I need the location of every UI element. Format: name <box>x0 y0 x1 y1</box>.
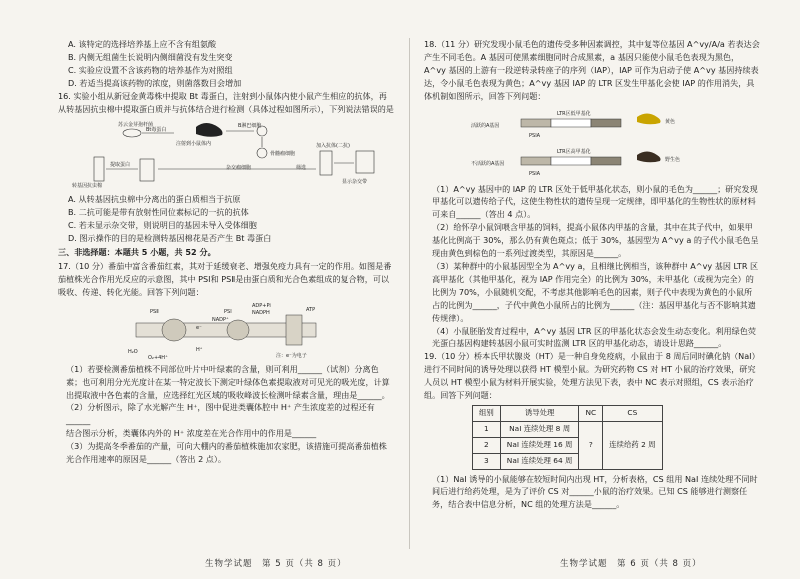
fig16-label-secondary: 加入抗体(二抗) <box>316 143 350 150</box>
q16-figure <box>66 117 386 191</box>
cell-induce: NaI 连续处理 64 周 <box>500 453 579 469</box>
fig16-label-b-cell: B淋巴细胞 <box>238 123 262 130</box>
th-group: 组别 <box>473 405 501 421</box>
fig17-o2: O₂+4H⁺ <box>148 354 168 361</box>
q18-part-2: （2）给怀孕小鼠饲喂含甲基的饲料，提高小鼠体内甲基的含量，其中在其子代中，如果甲基化比例高于 30%，那么仍有黄色斑点；低于 30%，基因型为 A^vy a 的子代小鼠毛色呈现由黄色到棕色的一系列过渡类型，其原因是______。 <box>432 222 759 259</box>
cell-cs: 连续给药 2 周 <box>603 421 662 469</box>
th-nc: NC <box>579 405 603 421</box>
footer-page-5: 生物学试题 第 5 页（共 8 页） <box>205 559 347 569</box>
q15-option-d: D. 若适当提高该药物的浓度，则菌落数目会增加 <box>68 77 242 88</box>
q17-part-2: （2）分析图示，除了水光解产生 H⁺，图中促进类囊体腔中 H⁺ 产生浓度差的过程还有______ <box>66 402 375 426</box>
q18-stem: 18.（11 分）研究发现小鼠毛色的遗传受多种因素调控，其中复等位基因 A^vy/A/a 若表达会产生不同毛色。A 基因可使黑素细胞同时合成黑素，a 基因只能使小鼠毛色表现为黑色，A^vy 基因的上游有一段逆转录转座子的序列（IAP），IAP 可作为启动子使 A^vy 基因持续表达，令小鼠毛色表现为黄色；A^vy 基因 IAP 的 LTR 区发生甲基化会使 IAP 的作用消失，具体机制如图所示，回答下列问题： <box>424 39 760 101</box>
fig17-h2o: H₂O <box>128 348 138 355</box>
fig18-active: 活跃的A基因 <box>471 122 500 129</box>
fig17-adp: ADP+Pi <box>252 302 271 309</box>
q16-option-b: B. 二抗可能是带有放射性同位素标记的一抗的抗体 <box>68 207 249 218</box>
mouse-icon <box>196 123 223 137</box>
fig17-h: H⁺ <box>196 346 203 353</box>
q17-diagram <box>126 301 326 361</box>
fig16-label-extract: 提取蛋白 <box>110 162 131 169</box>
fig18-psia-1: PSIA <box>529 132 541 139</box>
q15-option-b: B. 内侧无组菌生长说明内侧细菌没有发生突变 <box>68 51 233 62</box>
right-column <box>424 38 760 549</box>
q16-diagram <box>66 117 386 191</box>
yellow-mouse-icon <box>637 113 661 124</box>
cell-group: 1 <box>473 421 501 437</box>
cell-induce: NaI 连续处理 16 周 <box>500 437 579 453</box>
fig17-e: e⁻ <box>196 324 202 331</box>
q16-option-c: C. 若未显示杂交带，则说明目的基因未导入受体细胞 <box>68 220 257 231</box>
ps2-complex <box>162 319 186 341</box>
cell-induce: NaI 连续处理 8 周 <box>500 421 579 437</box>
table-row <box>473 421 663 437</box>
q18-part-4: （4）小鼠胚胎发育过程中，A^vy 基因 LTR 区的甲基化状态会发生动态变化。利用绿色荧光蛋白基因构建转基因小鼠可实时监测 LTR 区的甲基化动态，请设计思路______。 <box>432 325 756 349</box>
fig16-label-band: 显示杂交带 <box>342 179 368 186</box>
fig16-label-bacteria: 苏云金芽孢杆菌 <box>118 122 154 129</box>
q17-part-3: （3）为提高冬季番茄的产量，可向大棚内的番茄植株施加农家肥，该措施可提高番茄植株光合作用速率的原因是______（答出 2 点）。 <box>66 441 387 465</box>
fig18-inactive: 不活跃的A基因 <box>471 160 505 167</box>
q18-figure <box>467 105 717 181</box>
q16-option-d: D. 图示操作的目的是检测转基因棉花是否产生 Bt 毒蛋白 <box>68 233 272 244</box>
fig16-label-inject: 注射到小鼠体内 <box>176 141 212 148</box>
q15-option-c: C. 实验应设置不含该药物的培养基作为对照组 <box>68 64 233 75</box>
fig16-label-hybridoma: 杂交瘤细胞 <box>226 165 252 172</box>
ps1-complex <box>227 320 249 340</box>
q19-table <box>472 405 663 470</box>
q18-part-3: （3）某种群中的小鼠基因型全为 A^vy a，且相继比例相当，该种群中 A^vy 基因 LTR 区高甲基化（其他甲基化，视为 IAP 作用完全）的比例为 30%，未甲基化（或视为完全）的比例为 70%，小鼠随机交配，不考虑其他影响毛色的因素，则子代中表现为黄色的小鼠所占的比例为______，子代中黄色小鼠所占的比例为______（注：基因甲基化与否不影响其遗传规律）。 <box>432 260 759 323</box>
fig16-label-screen: 筛选 <box>296 165 307 172</box>
fig18-yellow: 黄色 <box>665 118 676 125</box>
fig16-label-myeloma: 骨髓瘤细胞 <box>270 151 296 158</box>
th-induce: 诱导处理 <box>500 405 579 421</box>
footer-page-6: 生物学试题 第 6 页（共 8 页） <box>560 559 702 569</box>
fig17-ps2: PSⅡ <box>150 308 159 315</box>
cell-nc: ? <box>579 421 603 469</box>
fig17-nadp: NADP⁺ <box>212 316 229 323</box>
fig17-nadph: NADPH <box>252 309 270 316</box>
fig18-highmeth: LTR区高甲基化 <box>557 148 591 155</box>
left-column <box>58 38 394 549</box>
q17-part-2b: 结合图示分析，类囊体内外的 H⁺ 浓度差在光合作用中的作用是______ <box>66 428 317 439</box>
q17-stem: 17.（10 分）番茄中富含番茄红素，其对于延缓衰老、增强免疫力具有一定的作用。如图是番茄植株光合作用光反应的示意图，其中 PSⅠ和 PSⅡ是由蛋白质和光合色素组成的复合物，可以吸收、传递、转化光能。回答下列问题： <box>58 260 392 297</box>
section-3-heading: 三、非选择题：本题共 5 小题，共 52 分。 <box>58 247 216 258</box>
fig16-label-bt: Bt毒蛋白 <box>146 127 167 134</box>
q19-part-1: （1）NaI 诱导的小鼠能够在较短时间内出现 HT，分析表格，CS 组用 NaI 连续处理不同时间后进行给药处理，是为了评价 CS 对______小鼠的治疗效果。已知 CS 能够进行测察任务，结合表中信息分析，NC 组的处理方法是______。 <box>432 473 758 510</box>
q17-figure <box>126 301 326 361</box>
q18-part-1: （1）A^vy 基因中的 IAP 的 LTR 区处于低甲基化状态，则小鼠的毛色为______；研究发现甲基化可以遗传给子代，这使生物性状的遗传呈现一定规律，即甲基化的生物性状的原材料可来自______（答出 4 点）。 <box>432 183 758 220</box>
cell-group: 2 <box>473 437 501 453</box>
column-divider <box>409 38 410 549</box>
cell-group: 3 <box>473 453 501 469</box>
fig16-label-cotton: 转基因抗虫棉 <box>72 183 103 190</box>
q16-option-a: A. 从转基因抗虫棉中分离出的蛋白质相当于抗原 <box>68 194 241 205</box>
fig17-atp: ATP <box>306 306 316 313</box>
atp-synthase <box>286 315 302 345</box>
fig17-ps1: PSⅠ <box>224 308 232 315</box>
table-header-row <box>473 405 663 421</box>
wild-mouse-icon <box>637 151 661 162</box>
fig18-lowmeth: LTR区低甲基化 <box>557 110 591 117</box>
q18-diagram <box>467 105 717 181</box>
q19-stem: 19.（10 分）桥本氏甲状腺炎（HT）是一种自身免疫病，小鼠由于 8 周后同时碘化钠（NaI）进行不同时间的诱导处理以获得 HT 模型小鼠。为研究药物 CS 对 HT 小鼠的治疗效果，研究人员以 HT 模型小鼠为材料开展实验，处理方法见下表，表中 NC 表示对照组，CS 表示治疗组。回答下列问题： <box>424 351 760 401</box>
fig18-psia-2: PSIA <box>529 170 541 177</box>
q17-part-1: （1）若要检测番茄植株不同部位叶片中叶绿素的含量，则可利用______（试剂）分离色素；也可利用分光光度计在某一特定波长下测定叶绿体色素提取液对可见光的吸光度，计算出提取液中各色素的含量，应选择红光区域的吸收峰波长检测叶绿素含量，理由是______。 <box>66 363 390 400</box>
q15-option-a: A. 该特定的选择培养基上应不含有组氨酸 <box>68 39 217 49</box>
fig18-wild: 野生色 <box>665 156 681 163</box>
th-cs: CS <box>603 405 662 421</box>
q16-stem: 16. 实验小组从新冠金黄毒株中提取 Bt 毒蛋白，注射到小鼠体内使小鼠产生相应的抗体，再从转基因抗虫棉中提取蛋白质并与抗体结合进行检测（具体过程如图所示），下列说法错误的是 <box>58 90 394 114</box>
fig17-note: 注：e⁻为电子 <box>276 352 307 359</box>
